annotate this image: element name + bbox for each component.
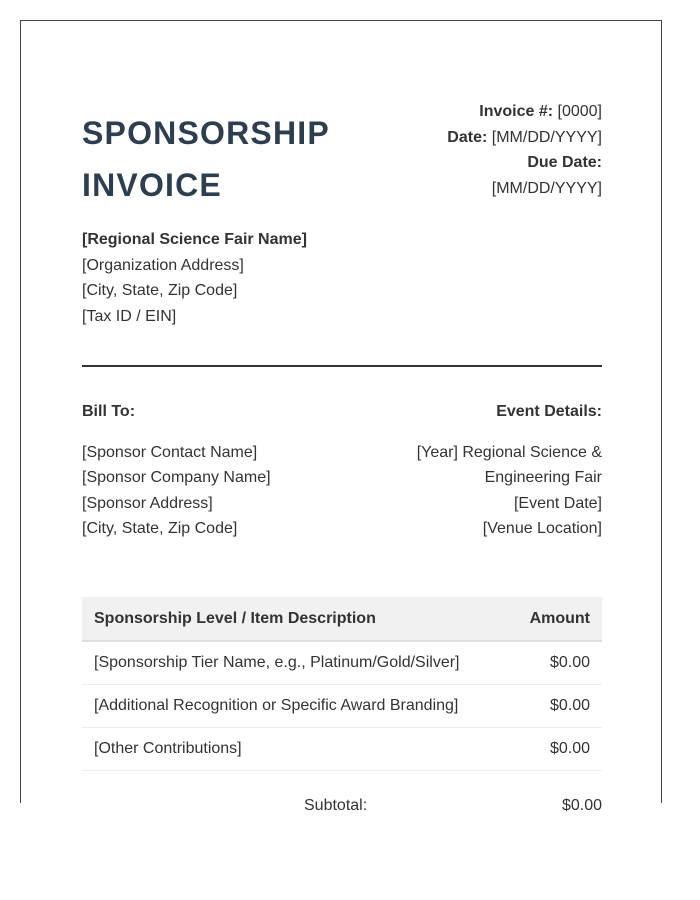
event-venue: [Venue Location] [482, 520, 602, 537]
sponsor-contact-name: [Sponsor Contact Name] [82, 443, 258, 461]
items-table [82, 597, 602, 771]
invoice-date-value: [MM/DD/YYYY] [491, 128, 602, 146]
event-name-line-2: Engineering Fair [484, 469, 602, 486]
item-description: [Additional Recognition or Specific Award Branding] [82, 685, 509, 728]
organization-city-state-zip: [City, State, Zip Code] [82, 282, 238, 299]
table-row [82, 641, 602, 685]
bill-to-block [82, 399, 342, 542]
event-name-line-1: [Year] Regional Science & [416, 443, 602, 461]
invoice-page [20, 20, 662, 814]
invoice-number-value: [0000] [557, 103, 602, 120]
header-divider [82, 365, 602, 367]
sponsor-company-name: [Sponsor Company Name] [82, 469, 271, 486]
table-header-row [82, 597, 602, 641]
organization-tax-id: [Tax ID / EIN] [82, 307, 177, 325]
table-row [82, 728, 602, 771]
organization-address: [Organization Address] [82, 256, 244, 274]
event-date: [Event Date] [513, 494, 602, 512]
sponsor-address: [Sponsor Address] [82, 494, 213, 512]
invoice-title [82, 107, 382, 211]
invoice-date-label: Date: [447, 128, 488, 146]
event-details-block [342, 399, 602, 542]
item-amount: $0.00 [509, 641, 602, 685]
item-amount: $0.00 [509, 728, 602, 771]
due-date-value: [MM/DD/YYYY] [491, 179, 602, 197]
title-line-2: INVOICE [82, 167, 222, 203]
bill-to-heading: Bill To: [82, 403, 136, 420]
table-row [82, 685, 602, 728]
column-header-description: Sponsorship Level / Item Description [82, 597, 509, 641]
subtotal-label: Subtotal: [304, 797, 368, 814]
due-date-value-row [362, 176, 602, 202]
organization-name: [Regional Science Fair Name] [82, 231, 307, 248]
subtotal-row [82, 797, 602, 817]
due-date-label-row [362, 150, 602, 176]
due-date-label: Due Date: [527, 154, 602, 171]
item-description: [Sponsorship Tier Name, e.g., Platinum/Gold/Silver] [82, 641, 509, 685]
invoice-number [362, 99, 602, 125]
subtotal-value: $0.00 [561, 797, 602, 814]
invoice-number-label: Invoice #: [479, 103, 554, 120]
organization-block [82, 227, 307, 329]
sponsor-city-state-zip: [City, State, Zip Code] [82, 520, 238, 537]
item-amount: $0.00 [509, 685, 602, 728]
invoice-meta [362, 99, 602, 201]
invoice-date [362, 125, 602, 151]
item-description: [Other Contributions] [82, 728, 509, 771]
event-details-heading: Event Details: [496, 403, 602, 420]
title-line-1: SPONSORSHIP [82, 115, 330, 151]
column-header-amount: Amount [509, 597, 602, 641]
